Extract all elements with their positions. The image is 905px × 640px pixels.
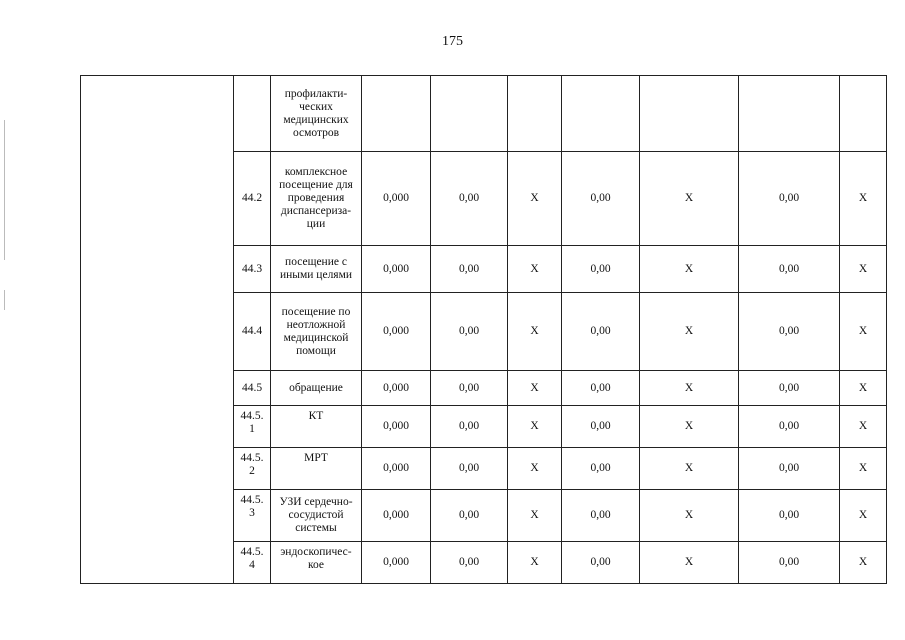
service-name-cell: профилакти- ческих медицинских осмотров bbox=[271, 76, 362, 152]
value-cell-v5: X bbox=[640, 246, 739, 293]
value-cell-v6: 0,00 bbox=[739, 406, 840, 448]
value-cell-v1 bbox=[362, 76, 431, 152]
value-cell-v2: 0,00 bbox=[431, 490, 508, 542]
value-cell-v2: 0,00 bbox=[431, 542, 508, 584]
value-cell-v3: X bbox=[508, 406, 562, 448]
value-cell-v7: X bbox=[840, 293, 887, 371]
value-cell-v5: X bbox=[640, 490, 739, 542]
value-cell-v6: 0,00 bbox=[739, 490, 840, 542]
value-cell-v5: X bbox=[640, 448, 739, 490]
value-cell-v4 bbox=[562, 76, 640, 152]
service-name-cell: эндоскопичес- кое bbox=[271, 542, 362, 584]
value-cell-v5 bbox=[640, 76, 739, 152]
value-cell-v2: 0,00 bbox=[431, 448, 508, 490]
value-cell-v3: X bbox=[508, 448, 562, 490]
value-cell-v7: X bbox=[840, 542, 887, 584]
service-name-cell: посещение по неотложной медицинской помощи bbox=[271, 293, 362, 371]
value-cell-v4: 0,00 bbox=[562, 448, 640, 490]
value-cell-v1: 0,000 bbox=[362, 490, 431, 542]
value-cell-v1: 0,000 bbox=[362, 542, 431, 584]
value-cell-v2: 0,00 bbox=[431, 246, 508, 293]
value-cell-v3: X bbox=[508, 246, 562, 293]
value-cell-v1: 0,000 bbox=[362, 371, 431, 406]
value-cell-v5: X bbox=[640, 542, 739, 584]
value-cell-v7: X bbox=[840, 448, 887, 490]
value-cell-v2 bbox=[431, 76, 508, 152]
scan-edge-mark bbox=[4, 290, 5, 310]
value-cell-v1: 0,000 bbox=[362, 152, 431, 246]
page-number: 175 bbox=[442, 34, 463, 49]
service-name-cell: МРТ bbox=[271, 448, 362, 490]
value-cell-v4: 0,00 bbox=[562, 371, 640, 406]
row-number-cell: 44.4 bbox=[234, 293, 271, 371]
row-number-cell: 44.5. 1 bbox=[234, 406, 271, 448]
service-name-cell: обращение bbox=[271, 371, 362, 406]
row-number-cell: 44.3 bbox=[234, 246, 271, 293]
value-cell-v1: 0,000 bbox=[362, 448, 431, 490]
scan-edge-mark bbox=[4, 120, 5, 260]
value-cell-v2: 0,00 bbox=[431, 293, 508, 371]
service-name-cell: КТ bbox=[271, 406, 362, 448]
value-cell-v6: 0,00 bbox=[739, 371, 840, 406]
value-cell-v4: 0,00 bbox=[562, 542, 640, 584]
value-cell-v2: 0,00 bbox=[431, 406, 508, 448]
value-cell-v6: 0,00 bbox=[739, 246, 840, 293]
value-cell-v4: 0,00 bbox=[562, 152, 640, 246]
value-cell-v2: 0,00 bbox=[431, 371, 508, 406]
value-cell-v5: X bbox=[640, 371, 739, 406]
row-number-cell: 44.5. 3 bbox=[234, 490, 271, 542]
row-number-cell: 44.5. 4 bbox=[234, 542, 271, 584]
value-cell-v1: 0,000 bbox=[362, 246, 431, 293]
value-cell-v4: 0,00 bbox=[562, 490, 640, 542]
table-row bbox=[81, 76, 887, 152]
service-name-cell: УЗИ сердечно- сосудистой системы bbox=[271, 490, 362, 542]
value-cell-v6: 0,00 bbox=[739, 152, 840, 246]
value-cell-v6: 0,00 bbox=[739, 293, 840, 371]
value-cell-v3: X bbox=[508, 293, 562, 371]
value-cell-v5: X bbox=[640, 152, 739, 246]
value-cell-v3: X bbox=[508, 490, 562, 542]
value-cell-v5: X bbox=[640, 406, 739, 448]
merged-blank-cell bbox=[81, 76, 234, 584]
value-cell-v7: X bbox=[840, 246, 887, 293]
value-cell-v7: X bbox=[840, 152, 887, 246]
value-cell-v6: 0,00 bbox=[739, 542, 840, 584]
value-cell-v1: 0,000 bbox=[362, 293, 431, 371]
value-cell-v7: X bbox=[840, 371, 887, 406]
value-cell-v7 bbox=[840, 76, 887, 152]
value-cell-v3 bbox=[508, 76, 562, 152]
row-number-cell: 44.5. 2 bbox=[234, 448, 271, 490]
value-cell-v7: X bbox=[840, 490, 887, 542]
value-cell-v3: X bbox=[508, 542, 562, 584]
value-cell-v7: X bbox=[840, 406, 887, 448]
row-number-cell: 44.5 bbox=[234, 371, 271, 406]
value-cell-v3: X bbox=[508, 371, 562, 406]
row-number-cell: 44.2 bbox=[234, 152, 271, 246]
service-name-cell: комплексное посещение для проведения диспансериза- ции bbox=[271, 152, 362, 246]
value-cell-v6: 0,00 bbox=[739, 448, 840, 490]
row-number-cell bbox=[234, 76, 271, 152]
value-cell-v3: X bbox=[508, 152, 562, 246]
value-cell-v5: X bbox=[640, 293, 739, 371]
value-cell-v2: 0,00 bbox=[431, 152, 508, 246]
value-cell-v1: 0,000 bbox=[362, 406, 431, 448]
value-cell-v4: 0,00 bbox=[562, 406, 640, 448]
tariff-table bbox=[80, 75, 887, 584]
value-cell-v4: 0,00 bbox=[562, 246, 640, 293]
value-cell-v4: 0,00 bbox=[562, 293, 640, 371]
value-cell-v6 bbox=[739, 76, 840, 152]
service-name-cell: посещение с иными целями bbox=[271, 246, 362, 293]
